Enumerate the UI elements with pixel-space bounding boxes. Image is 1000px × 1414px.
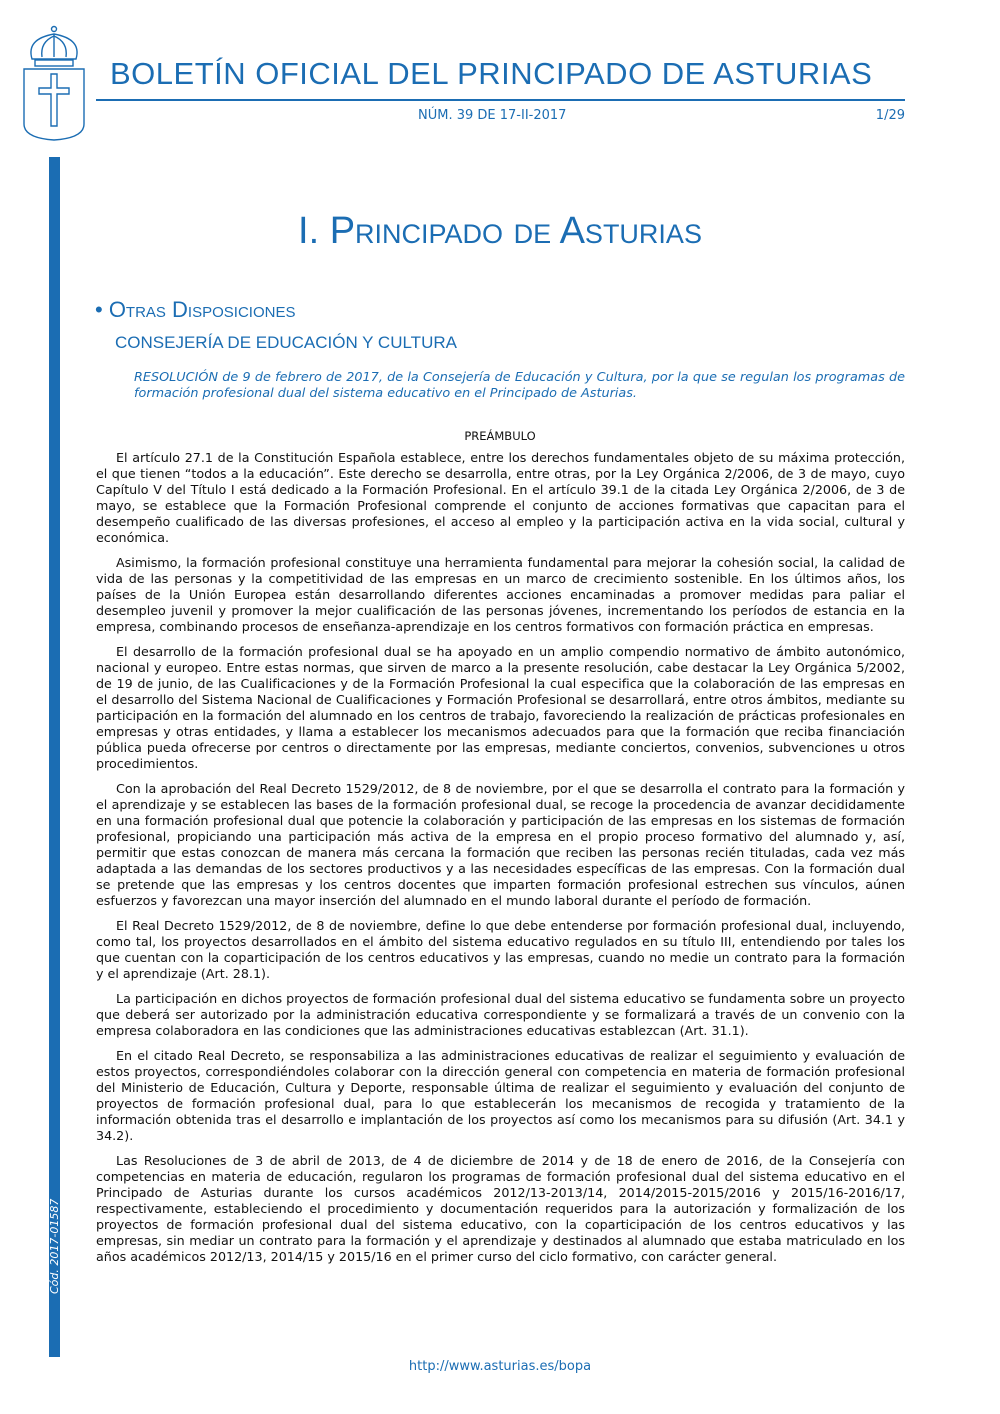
side-bar xyxy=(49,157,60,1357)
page-number: 1/29 xyxy=(875,108,905,123)
paragraph: El desarrollo de la formación profesional dual se ha apoyado en un amplio compendio normativo de ámbito autonómico, nacional y europeo. Entre estas normas, que sirven de marco a la presente resolución, cabe destacar la Ley Orgánica 5/2002, de 19 de junio, de las Cualificaciones y de la Formación Profesional la cual especifica que la colaboración de las empresas en el desarrollo del Sistema Nacional de Cualificaciones y Formación Profesional se desarrollará, entre otros ámbitos, mediante su participación en la formación del alumnado en los centros de trabajo, favoreciendo la realización de prácticas profesionales en empresas y otras entidades, y llama a establecer los mecanismos adecuados para que la formación que reciba financiación pública pueda ofrecerse por centros o directamente por las empresas, mediante conciertos, convenios, subvenciones u otros procedimientos. xyxy=(96,644,905,771)
paragraph: El artículo 27.1 de la Constitución Española establece, entre los derechos fundamentales objeto de su máxima protección, el que tienen “todos a la educación”. Este derecho se desarrolla, entre otras, por la Ley Orgánica 2/2006, de 3 de mayo, cuyo Capítulo V del Título I está dedicado a la Formación Profesional. En el artículo 39.1 de la citada Ley Orgánica 2/2006, de 3 de mayo, se establece que la Formación Profesional comprende el conjunto de acciones formativas que capacitan para el desempeño cualificado de las diversas profesiones, el acceso al empleo y la participación activa en la vida social, cultural y económica. xyxy=(96,450,905,545)
issue-number: NÚM. 39 DE 17-II-2017 xyxy=(418,108,567,123)
subsection-title: • Otras Disposiciones xyxy=(95,297,296,322)
paragraph: Con la aprobación del Real Decreto 1529/2012, de 8 de noviembre, por el que se desarrolla el contrato para la formación y el aprendizaje y se establecen las bases de la formación profesional dual, se recoge la procedencia de avanzar decididamente en una formación profesional dual que potencie la colaboración y participación de las empresas en los sistemas de formación profesional, propiciando una participación más activa de la empresa en el propio proceso formativo del alumnado y, así, permitir que estas conozcan de manera más cercana la formación que reciben las personas recién tituladas, cada vez más adaptada a las demandas de los sectores productivos y a las necesidades específicas de las empresas. Con la formación dual se pretende que las empresas y los centros docentes que imparten formación profesional estrechen sus vínculos, aúnen esfuerzos y favorezcan una mayor inserción del alumnado en el mundo laboral durante el período de formación. xyxy=(96,781,905,908)
document-code: Cód. 2017-01587 xyxy=(48,1198,61,1294)
resolution-summary: RESOLUCIÓN de 9 de febrero de 2017, de la Consejería de Educación y Cultura, por la que se regulan los programas de formación profesional dual del sistema educativo en el Principado de Asturias. xyxy=(134,370,905,401)
paragraph: Las Resoluciones de 3 de abril de 2013, de 4 de diciembre de 2014 y de 18 de enero de 2016, de la Consejería con competencias en materia de educación, regularon los programas de formación profesional dual del sistema educativo en el Principado de Asturias durante los cursos académicos 2012/13-2013/14, 2014/2015-2015/2016 y 2015/16-2016/17, respectivamente, estableciendo el procedimiento y documentación requeridos para la autorización y formalización de los proyectos de formación profesional dual del sistema educativo, con la coparticipación de los centros educativos y las empresas, sin mediar un contrato para la formación y el aprendizaje y destinados al alumnado que estaba matriculado en los años académicos 2012/13, 2014/15 y 2015/16 en el primer curso del ciclo formativo, con carácter general. xyxy=(96,1153,905,1264)
body-text xyxy=(96,450,905,1274)
preamble-heading: PREÁMBULO xyxy=(464,429,536,443)
paragraph: Asimismo, la formación profesional constituye una herramienta fundamental para mejorar la cohesión social, la calidad de vida de las personas y la competitividad de las empresas en un marco de crecimiento sostenible. En los últimos años, los países de la Unión Europea están desarrollando diferentes acciones encaminadas a promover medidas para paliar el desempleo juvenil y promover la mejor cualificación de las personas jóvenes, incrementando los períodos de estancia en la empresa, combinando procesos de enseñanza-aprendizaje en los centros formativos con formación práctica en empresas. xyxy=(96,555,905,634)
section-title: I. Principado de Asturias xyxy=(298,210,702,252)
footer-url-link[interactable]: http://www.asturias.es/bopa xyxy=(408,1359,592,1374)
asturias-coat-of-arms-logo xyxy=(22,24,86,142)
paragraph: El Real Decreto 1529/2012, de 8 de noviembre, define lo que debe entenderse por formación profesional dual, incluyendo, como tal, los proyectos desarrollados en el ámbito del sistema educativo regulados en su título III, entendiendo por tales los que cuentan con la coparticipación de los centros educativos y las empresas, cuando no medie un contrato para la formación y el aprendizaje (Art. 28.1). xyxy=(96,918,905,981)
header-divider xyxy=(96,99,905,101)
bulletin-title: BOLETÍN OFICIAL DEL PRINCIPADO DE ASTURIAS xyxy=(110,56,873,91)
paragraph: La participación en dichos proyectos de formación profesional dual del sistema educativo se fundamenta sobre un proyecto que deberá ser autorizado por la administración educativa correspondiente y se formalizará a través de un convenio con la empresa colaboradora en las condiciones que las administraciones educativas establezcan (Art. 31.1). xyxy=(96,991,905,1038)
department-title: CONSEJERÍA DE EDUCACIÓN Y CULTURA xyxy=(115,333,457,352)
paragraph: En el citado Real Decreto, se responsabiliza a las administraciones educativas de realizar el seguimiento y evaluación de estos proyectos, correspondiéndoles colaborar con la dirección general con competencia en materia de formación profesional del Ministerio de Educación, Cultura y Deporte, responsable última de realizar el seguimiento y evaluación del conjunto de proyectos de formación profesional dual, para lo que establecerán los mecanismos de recogida y tratamiento de la información obtenida tras el desarrollo e implantación de los proyectos así como los mecanismos para su difusión (Art. 34.1 y 34.2). xyxy=(96,1048,905,1143)
